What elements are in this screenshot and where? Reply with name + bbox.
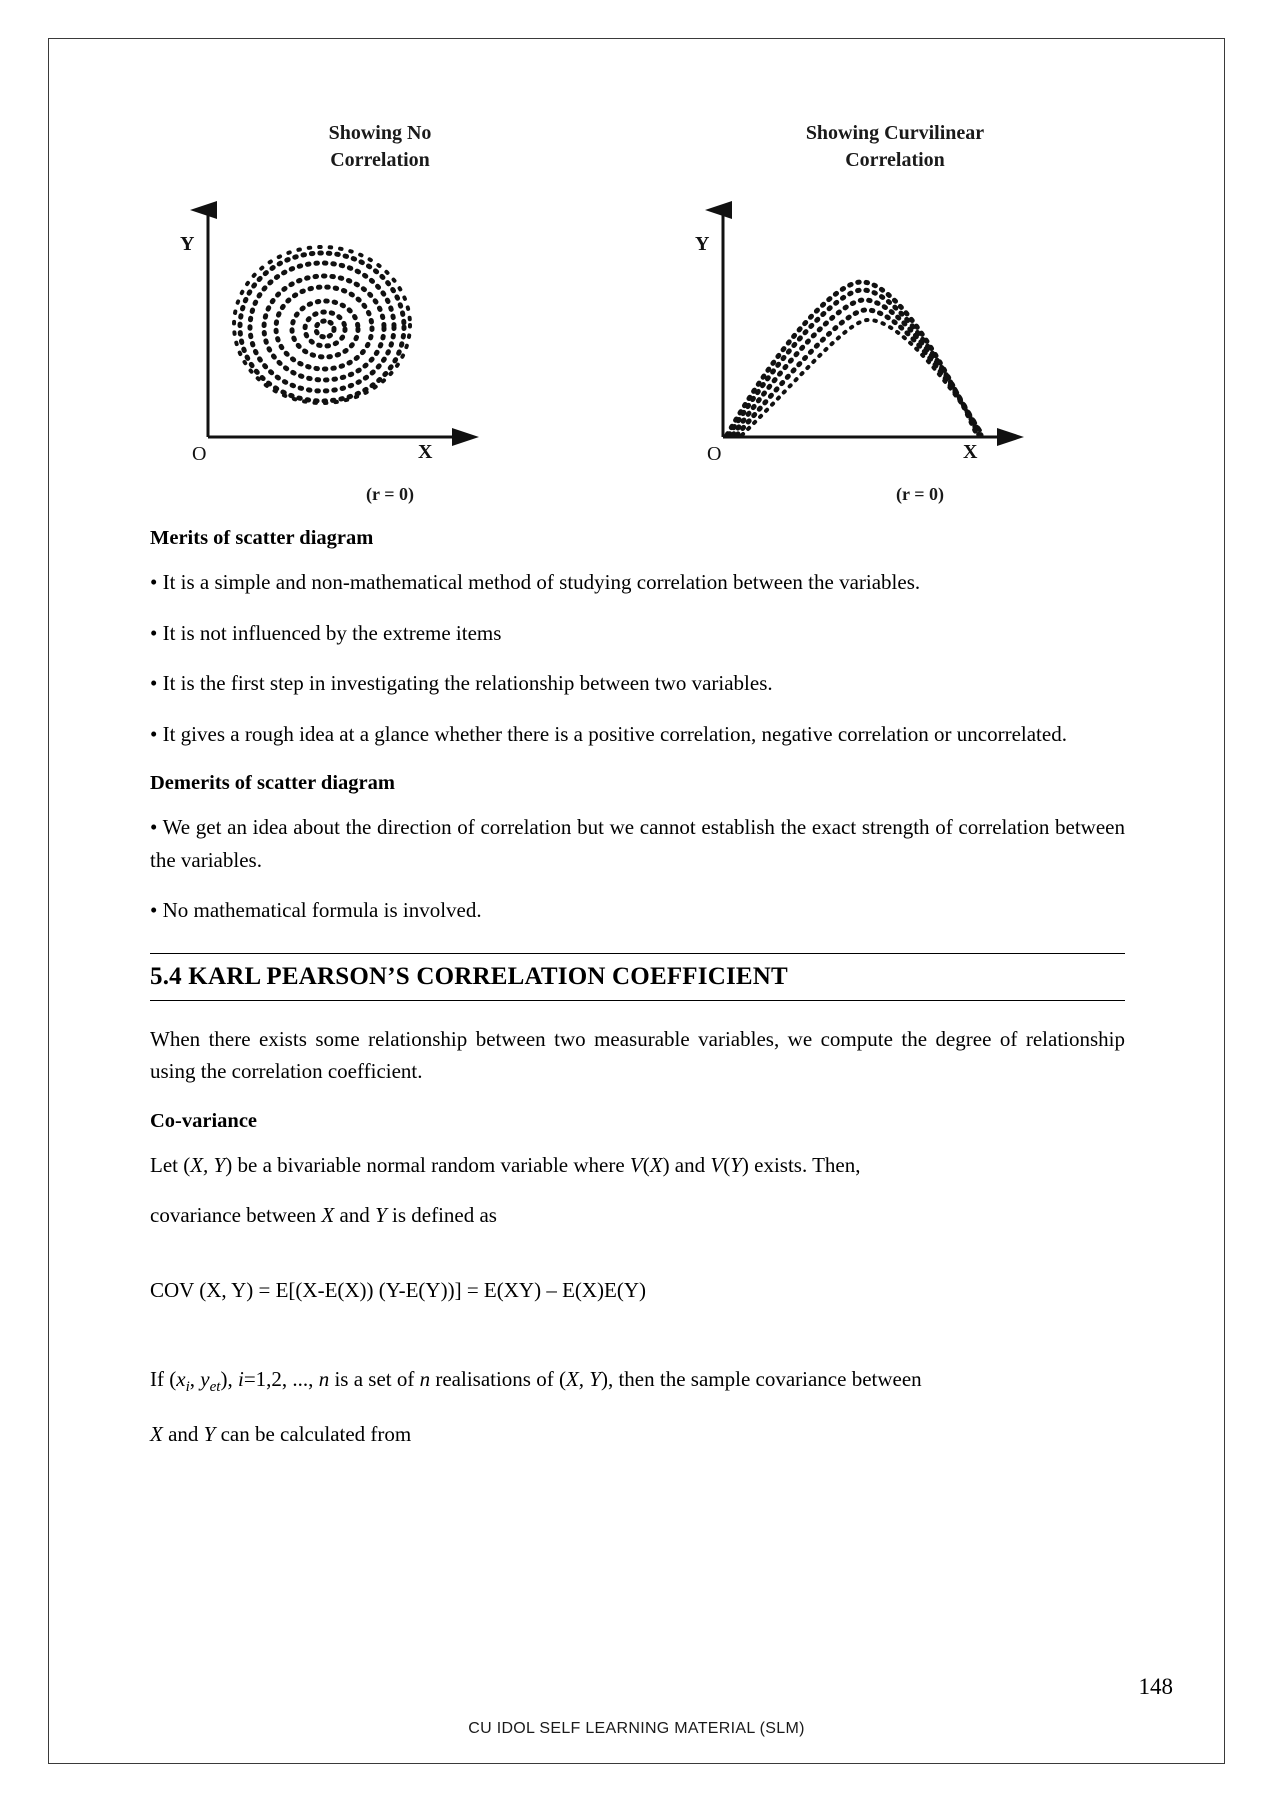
text-fragment: Y	[375, 1203, 387, 1228]
covariance-definition-line1	[150, 1149, 1125, 1182]
text-fragment: ), then the sample covariance between	[600, 1367, 922, 1392]
merits-item: • It is not influenced by the extreme items	[150, 620, 502, 645]
text-fragment: V	[710, 1152, 724, 1177]
figure-caption	[150, 120, 610, 174]
scatter-plot-no-correlation	[170, 192, 590, 482]
text-fragment: n	[419, 1367, 431, 1392]
figure-caption-line2: Correlation	[845, 149, 945, 171]
figure-row	[150, 120, 1125, 505]
section-title: 5.4 KARL PEARSON’S CORRELATION COEFFICIENT	[150, 953, 1125, 1001]
text-fragment: X, Y	[565, 1367, 601, 1392]
figure-no-correlation	[150, 120, 610, 505]
text-fragment: is defined as	[386, 1203, 497, 1228]
text-fragment: (	[642, 1152, 650, 1177]
text-fragment: If (	[150, 1367, 177, 1392]
text-fragment: Y	[203, 1421, 216, 1446]
text-fragment: and	[162, 1421, 204, 1446]
figure-r-value: (r = 0)	[366, 484, 414, 504]
text-fragment: ),	[220, 1367, 238, 1392]
section-intro: When there exists some relationship between two measurable variables, we compute the degree of relationship using the correlation coefficient.	[150, 1026, 1125, 1084]
text-fragment: i	[185, 1379, 190, 1396]
svg-text:O: O	[192, 443, 207, 465]
text-fragment: X, Y	[190, 1152, 226, 1177]
text-fragment: =1,2, ...,	[243, 1367, 319, 1392]
covariance-heading: Co-variance	[150, 1109, 258, 1132]
figure-caption-line1: Showing No	[328, 122, 432, 144]
merits-item: • It is the first step in investigating the relationship between two variables.	[150, 671, 773, 696]
scatter-plot-curvilinear	[685, 192, 1105, 482]
merits-item: • It is a simple and non-mathematical method of studying correlation between the variables.	[150, 570, 921, 594]
text-fragment: covariance between	[150, 1203, 322, 1228]
demerits-heading: Demerits of scatter diagram	[150, 772, 395, 795]
text-fragment: y	[200, 1367, 210, 1392]
svg-text:Y: Y	[180, 233, 195, 255]
figure-caption	[665, 120, 1125, 174]
text-fragment: V	[629, 1152, 643, 1177]
text-fragment: (	[723, 1152, 731, 1177]
text-fragment: ) exists. Then,	[741, 1152, 861, 1177]
figure-r-value: (r = 0)	[896, 484, 944, 504]
text-fragment: Y	[730, 1152, 742, 1177]
text-fragment: and	[334, 1203, 376, 1228]
text-fragment: X	[321, 1203, 335, 1228]
sample-covariance-line1	[150, 1363, 1125, 1400]
merits-item: • It gives a rough idea at a glance whether there is a positive correlation, negative correlation or uncorrelated.	[150, 721, 1067, 746]
page-number: 148	[1138, 1674, 1173, 1699]
svg-text:Y: Y	[695, 233, 710, 255]
text-fragment: can be calculated from	[215, 1421, 412, 1446]
text-fragment: Let (	[150, 1152, 191, 1177]
demerits-item: • No mathematical formula is involved.	[150, 898, 482, 923]
text-fragment: i	[238, 1367, 244, 1392]
merits-heading: Merits of scatter diagram	[150, 527, 374, 549]
figure-caption-line1: Showing Curvilinear	[805, 122, 985, 144]
text-fragment: et	[209, 1379, 221, 1396]
text-fragment: ) be a bivariable normal random variable where	[225, 1152, 630, 1177]
text-fragment: realisations of (	[430, 1367, 566, 1392]
svg-text:X: X	[418, 441, 433, 463]
text-fragment: is a set of	[329, 1367, 420, 1392]
footer-note: CU IDOL SELF LEARNING MATERIAL (SLM)	[468, 1720, 805, 1737]
figure-plot-area	[150, 192, 610, 482]
figure-curvilinear-correlation	[665, 120, 1125, 505]
svg-text:O: O	[707, 443, 722, 465]
text-fragment: ) and	[662, 1152, 711, 1177]
demerits-item: • We get an idea about the direction of correlation but we cannot establish the exact strength of correlation between the variables.	[150, 815, 1125, 872]
svg-text:X: X	[963, 441, 978, 463]
text-fragment: X	[649, 1152, 663, 1177]
text-fragment: n	[318, 1367, 330, 1392]
text-fragment: X	[150, 1421, 163, 1446]
figure-plot-area	[665, 192, 1125, 482]
figure-caption-line2: Correlation	[330, 149, 430, 171]
covariance-formula: COV (X, Y) = E[(X-E(X)) (Y-E(Y))] = E(XY) – E(X)E(Y)	[150, 1278, 647, 1303]
text-fragment: x	[176, 1367, 186, 1392]
sample-covariance-line2	[150, 1418, 1125, 1451]
covariance-definition-line2	[150, 1199, 1125, 1232]
text-fragment: ,	[189, 1367, 201, 1392]
page-content	[150, 120, 1125, 1468]
